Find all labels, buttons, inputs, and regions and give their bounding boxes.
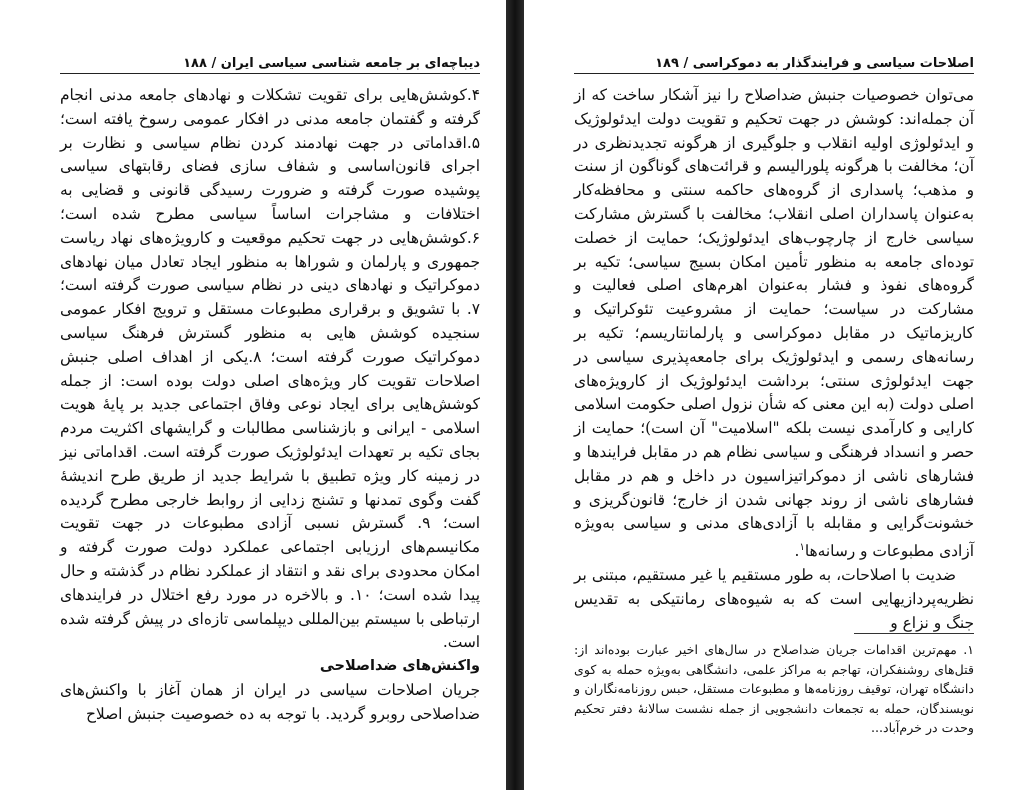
footnote-text: ۱. مهم‌ترین اقدامات جریان ضداصلاح در سال‌های اخیر عبارت بوده‌اند از: قتل‌های روشنفکران، تهاجم به مراکز علمی، دانشگاهی به‌ویژه حمله به کوی دانشگاه تهران، توقیف روزنامه‌ها و مطبوعات مستقل، حبس روزنامه‌نگاران و نویسندگان، حمله به تجمعات دانشجویی از جمله نشست سالانهٔ دفتر تحکیم وحدت در خرم‌آباد... [574, 642, 974, 735]
left-page-body [60, 84, 480, 727]
book-spine [506, 0, 524, 790]
left-page-header-text: دیباچه‌ای بر جامعه شناسی سیاسی ایران / ۱۸۸ [183, 56, 480, 71]
right-page-header [574, 48, 974, 74]
footnote-reference: ۱ [799, 542, 805, 554]
right-page-paragraph-1: می‌توان خصوصیات جنبش ضداصلاح را نیز آشکار ساخت که از آن جمله‌اند: کوشش در جهت تحکیم و تقویت دولت ایدئولوژیک و ایدئولوژی اولیه انقلاب و جلوگیری از هرگونه تجدیدنظری در آن؛ مخالفت با هرگونه پلورالیسم و قرائت‌های گوناگون از سنت و مذهب؛ پاسداری از گروه‌های حاکمه سنتی و محافظه‌کار به‌عنوان پاسداران اصلی انقلاب؛ مخالفت با گسترش مشارکت سیاسی خارج از چارچوب‌های ایدئولوژیک؛ حمایت از خصلت توده‌ای جامعه به منظور تأمین امکان بسیج سیاسی؛ تکیه بر گروه‌های نفوذ و فشار به‌عنوان اهرم‌های اصلی فعالیت و مشارکت در سیاست؛ حمایت از مشروعیت تئوکراتیک و کاریزماتیک در مقابل دموکراسی و پارلمانتاریسم؛ تکیه بر رسانه‌های رسمی و ایدئولوژیک برای جامعه‌پذیری سیاسی در جهت ایدئولوژی سنتی؛ برداشت ایدئولوژیک از کارویژه‌های اصلی دولت (به این معنی که شأن نزول اصلی حکومت اسلامی کارایی و کارآمدی نیست بلکه "اسلامیت" آن است)؛ حمایت از حصر و انسداد فرهنگی و سیاسی نظام هم در مقابل فرایندها و فشارهای ناشی از دموکراتیزاسیون در داخل و هم در مقابل فشارهای ناشی از روند جهانی شدن از خارج؛ قانون‌گریزی و خشونت‌گرایی و مقابله با آزادی‌های مدنی و سیاسی به‌ویژه آزادی مطبوعات و رسانه‌ها$^۱$. [574, 86, 974, 561]
left-page [0, 0, 506, 790]
left-page-paragraph-2: جریان اصلاحات سیاسی در ایران از همان آغاز با واکنش‌های ضداصلاحی روبرو گردید. با توجه به ده خصوصیت جنبش اصلاح [60, 680, 480, 723]
footnote-divider [854, 633, 974, 634]
section-heading: واکنش‌های ضداصلاحی [319, 658, 480, 675]
right-page-header-text: اصلاحات سیاسی و فرایندگذار به دموکراسی / ۱۸۹ [655, 56, 974, 71]
right-page [524, 0, 1024, 790]
right-page-paragraph-2: ضدیت با اصلاحات، به طور مستقیم یا غیر مستقیم، مبتنی بر نظریه‌پردازیهایی است که به شیوه‌های رمانتیکی به تقدیس جنگ و نزاع و [574, 566, 974, 632]
right-page-paragraph-1-text: می‌توان خصوصیات جنبش ضداصلاح را نیز آشکار ساخت که از آن جمله‌اند: کوشش در جهت تحکیم و تقویت دولت ایدئولوژیک و ایدئولوژی اولیه انقلاب و جلوگیری از هرگونه تجدیدنظری در آن؛ مخالفت با هرگونه پلورالیسم و قرائت‌های گوناگون از سنت و مذهب؛ پاسداری از گروه‌های حاکمه سنتی و محافظه‌کار به‌عنوان پاسداران اصلی انقلاب؛ مخالفت با گسترش مشارکت سیاسی خارج از چارچوب‌های ایدئولوژیک؛ حمایت از خصلت توده‌ای جامعه به منظور تأمین امکان بسیج سیاسی؛ تکیه بر گروه‌های نفوذ و فشار به‌عنوان اهرم‌های اصلی فعالیت و مشارکت در سیاست؛ حمایت از مشروعیت تئوکراتیک و کاریزماتیک در مقابل دموکراسی و پارلمانتاریسم؛ تکیه بر رسانه‌های رسمی و ایدئولوژیک برای جامعه‌پذیری سیاسی در جهت ایدئولوژی سنتی؛ برداشت ایدئولوژیک از کارویژه‌های اصلی دولت (به این معنی که شأن نزول اصلی حکومت اسلامی کارایی و کارآمدی نیست بلکه "اسلامیت" آن است)؛ حمایت از حصر و انسداد فرهنگی و سیاسی نظام هم در مقابل فرایندها و فشارهای ناشی از دموکراتیزاسیون در داخل و هم در مقابل فشارهای ناشی از روند جهانی شدن از خارج؛ قانون‌گریزی و خشونت‌گرایی و مقابله با آزادی‌های مدنی و سیاسی به‌ویژه آزادی مطبوعات و رسانه‌ها [574, 86, 974, 561]
left-page-paragraph-1: ۴.کوشش‌هایی برای تقویت تشکلات و نهادهای جامعه مدنی انجام گرفته و گفتمان جامعه مدنی در افکار عمومی رسوخ یافته است؛ ۵.اقداماتی در جهت نهادمند کردن نظام سیاسی و نظارت بر اجرای قانون‌اساسی و شفاف سازی فضای رقابتهای سیاسی پوشیده صورت گرفته و ضرورت رسیدگی قانونی و قضایی به اختلافات و مشاجرات اساساً سیاسی مطرح شده است؛ ۶.کوشش‌هایی در جهت تحکیم موقعیت و کارویژه‌های نهاد ریاست جمهوری و پارلمان و شوراها به منظور ایجاد تعادل میان نهادهای دموکراتیک و نهادهای دینی در نظام سیاسی صورت گرفته است؛ ۷. با تشویق و برقراری مطبوعات مستقل و ترویج افکار عمومی سنجیده کوشش هایی به منظور گسترش فرهنگ سیاسی دموکراتیک صورت گرفته است؛ ۸.یکی از اهداف اصلی جنبش اصلاحات تقویت کار ویژه‌های اصلی دولت بوده است: از جمله کوشش‌هایی برای ایجاد نوعی وفاق اجتماعی جدید بر پایهٔ هویت اسلامی - ایرانی و بازشناسی مطالبات و گرایشهای اکثریت مردم بجای تکیه بر تعهدات ایدئولوژیک صورت گرفته است. اقداماتی نیز در زمینه کار ویژه تطبیق با شرایط جدید از طریق طرح اندیشهٔ گفت وگوی تمدنها و تشنج زدایی از روابط خارجی مطرح گردیده است؛ ۹. گسترش نسبی آزادی مطبوعات در جهت تقویت مکانیسم‌های ارزیابی اجتماعی عملکرد دولت صورت گرفته و امکان محدودی برای نقد و انتقاد از عملکرد نظام در گذشته و حال پیدا شده است؛ ۱۰. و بالاخره در مورد رفع اختلال در فرایندهای ارتباطی با سیستم بین‌المللی دیپلماسی تازه‌ای در پیش گرفته شده است. [59, 86, 480, 652]
right-page-body [574, 84, 974, 635]
left-page-header [60, 48, 480, 74]
footnote [574, 640, 974, 738]
